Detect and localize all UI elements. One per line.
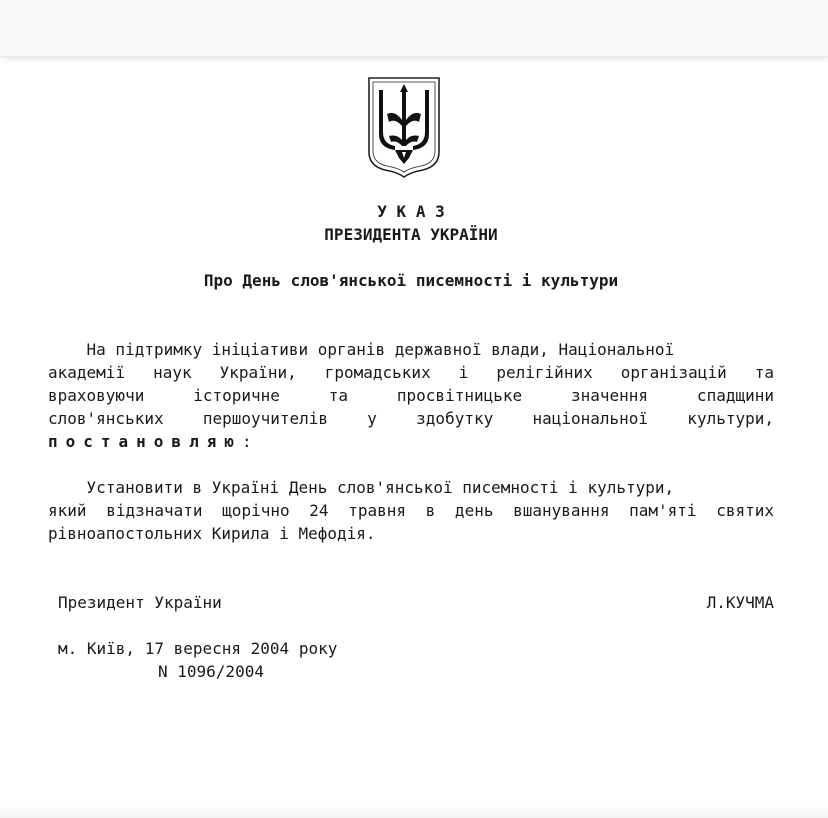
decree-verb-line xyxy=(48,430,774,453)
paragraph-2-line-1: Установити в Україні День слов'янської писемності і культури, xyxy=(48,478,675,497)
browser-top-bar xyxy=(0,0,828,57)
paragraph-1-line-3: враховуючи історичне та просвітницьке значення спадщини xyxy=(48,386,774,405)
decree-subject: Про День слов'янської писемності і культури xyxy=(203,271,619,290)
place-and-date: м. Київ, 17 вересня 2004 року xyxy=(58,639,338,658)
paragraph-1-line-1: На підтримку ініціативи органів державної влади, Національної xyxy=(48,340,675,359)
paragraph-1-line-4: слов'янських першоучителів у здобутку національної культури, xyxy=(48,409,774,428)
paragraph-2-line-3: рівноапостольних Кирила і Мефодія. xyxy=(48,524,376,543)
decree-number: N 1096/2004 xyxy=(158,662,264,681)
coat-of-arms-icon xyxy=(365,74,443,178)
decree-title: У К А З xyxy=(377,202,445,221)
decree-verb: постановляю xyxy=(48,432,242,451)
paragraph-1-line-2: академії наук України, громадських і релігійних організацій та xyxy=(48,363,774,382)
decree-verb-colon: : xyxy=(241,432,252,451)
decree-issuer: ПРЕЗИДЕНТА УКРАЇНИ xyxy=(324,225,498,244)
paragraph-2-line-2: який відзначати щорічно 24 травня в день вшанування пам'яті святих xyxy=(48,501,774,520)
signatory-position: Президент України xyxy=(58,593,222,612)
bottom-fade xyxy=(0,804,828,818)
signatory-name: Л.КУЧМА xyxy=(706,593,774,612)
